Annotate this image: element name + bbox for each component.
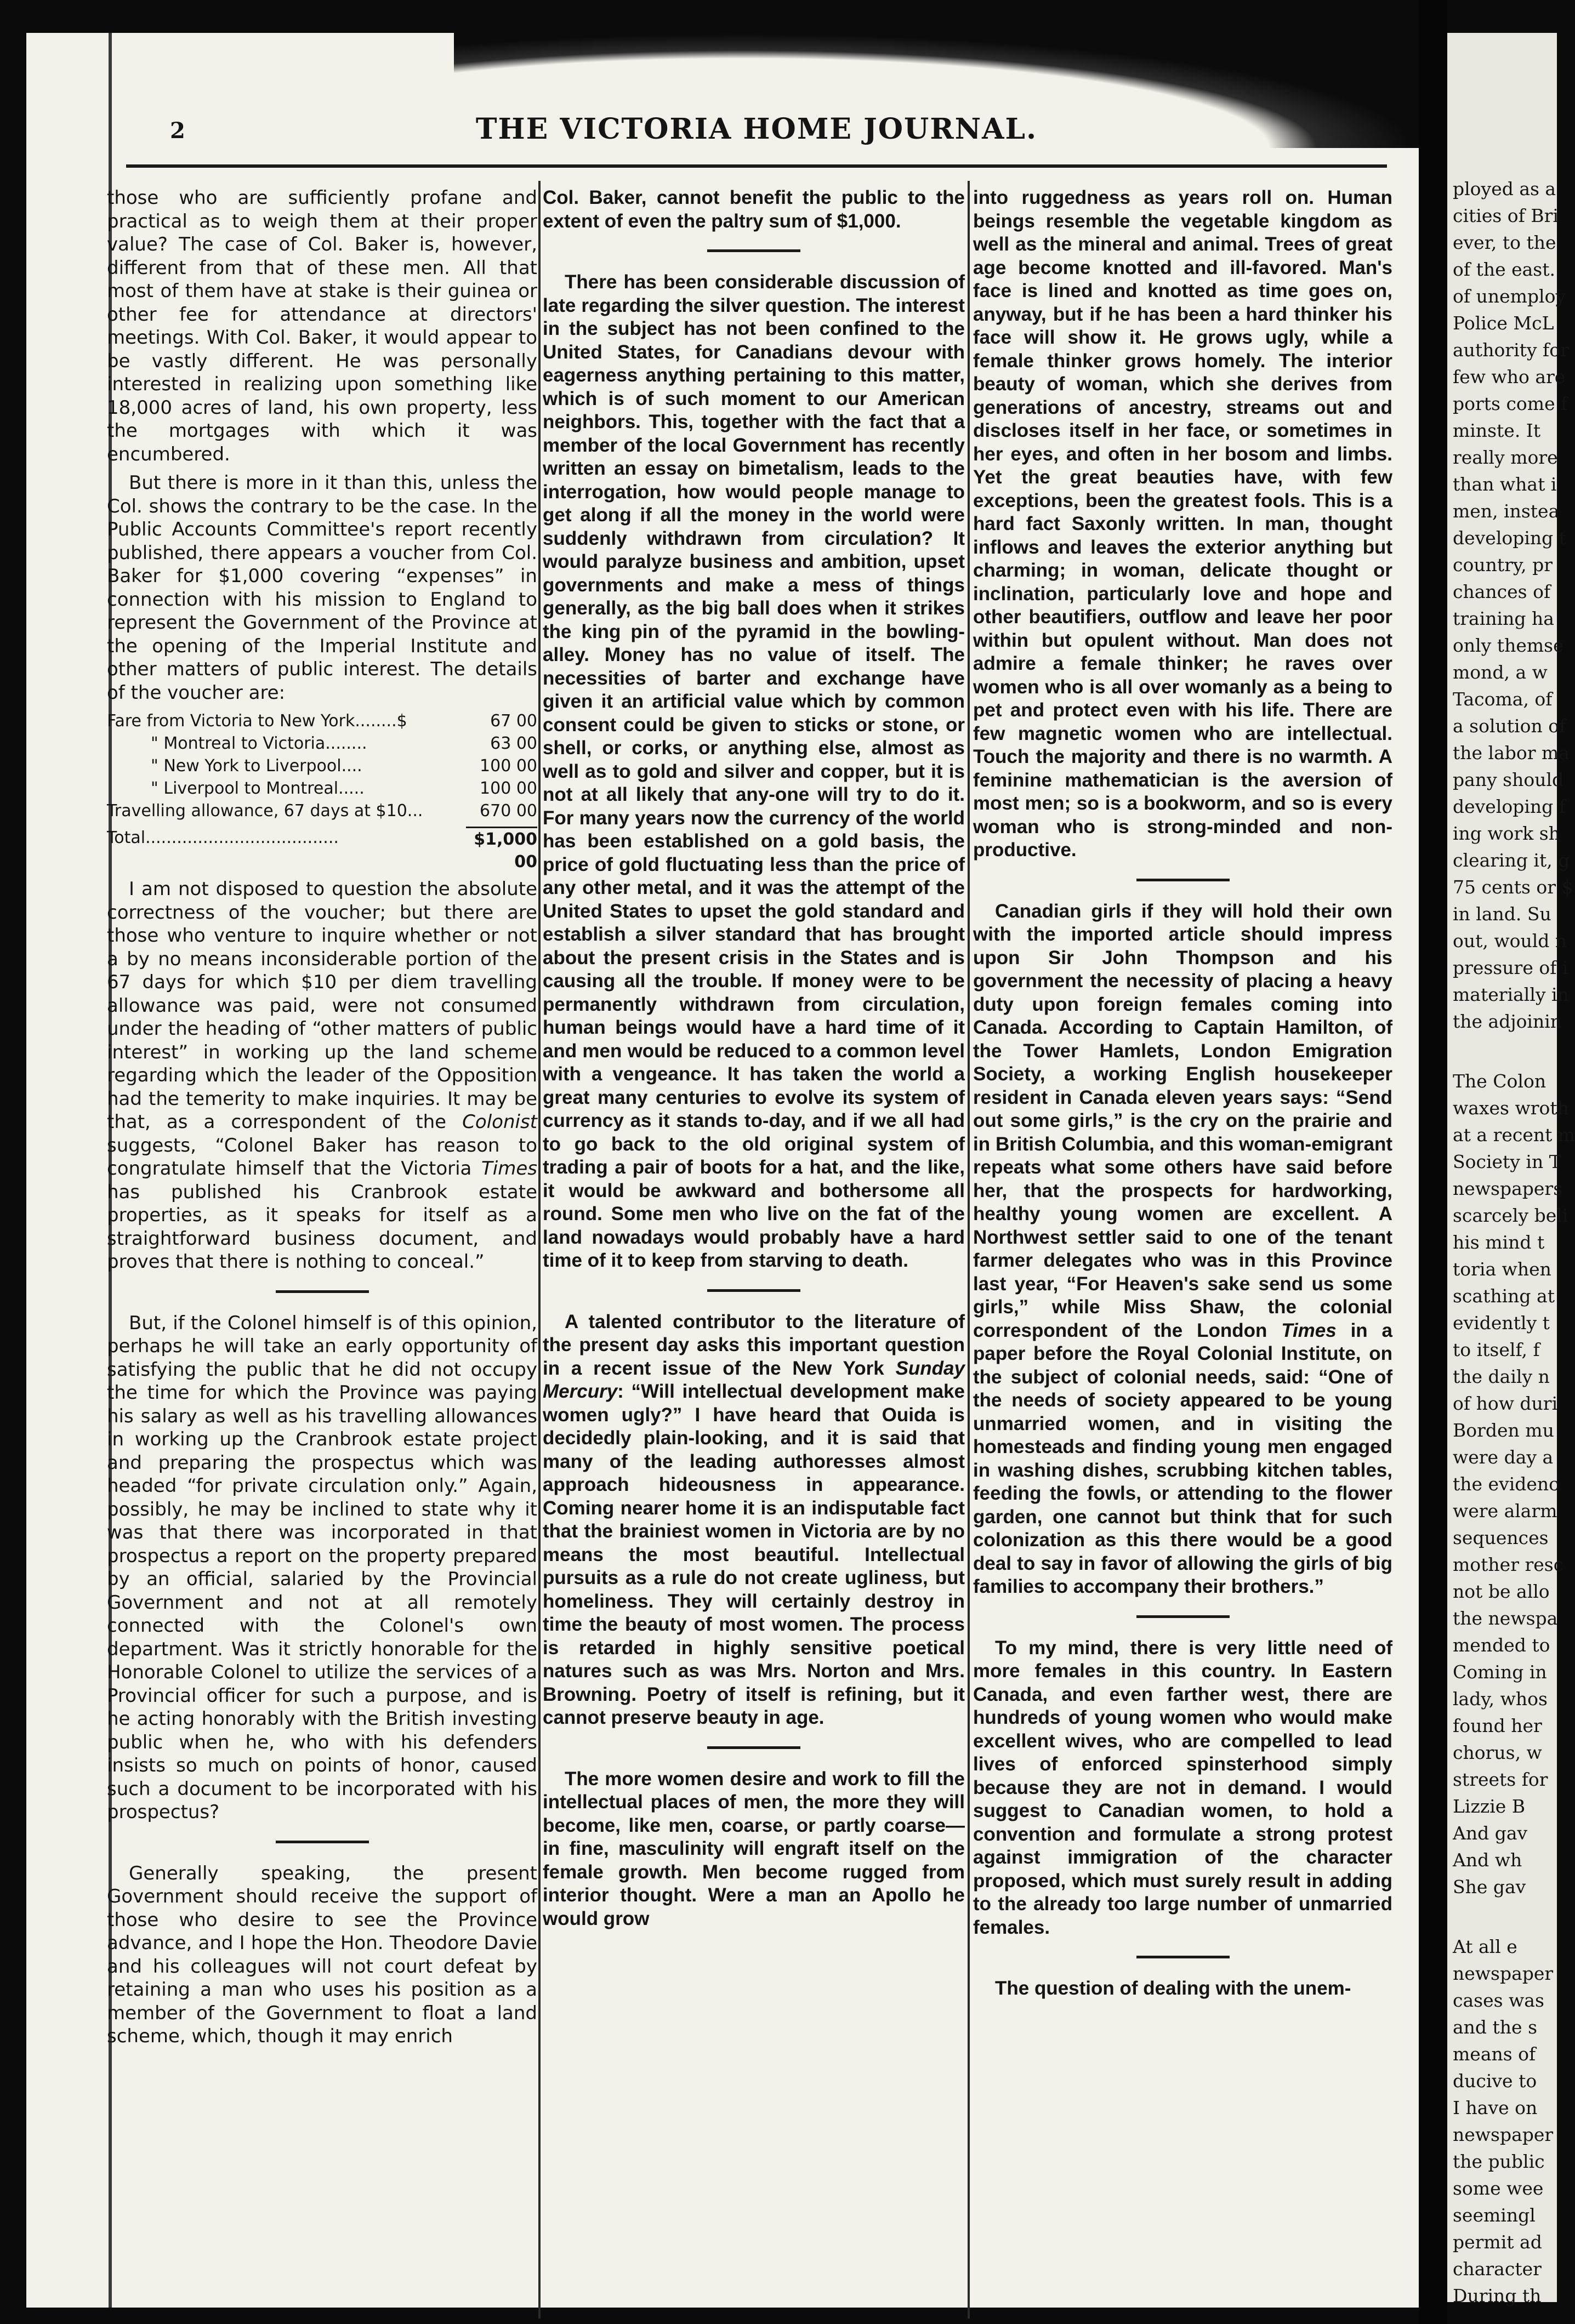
adjacent-page-line: at a recent m bbox=[1453, 1124, 1575, 1146]
adjacent-page-line: the newspa bbox=[1453, 1608, 1558, 1629]
adjacent-page-line: ployed as a bbox=[1453, 178, 1556, 200]
adjacent-page-text bbox=[1453, 175, 1573, 2309]
voucher-row bbox=[107, 777, 537, 800]
adjacent-page-line: men, instea bbox=[1453, 500, 1560, 522]
adjacent-page-line: clearing it, g bbox=[1453, 850, 1570, 871]
adjacent-page-line: mother resc bbox=[1453, 1554, 1564, 1575]
voucher-total-amount: $1,000 00 bbox=[466, 827, 537, 873]
adjacent-page-line: of the east. bbox=[1453, 259, 1555, 280]
adjacent-page-line: 75 cents or $ bbox=[1453, 876, 1573, 898]
paragraph: into ruggedness as years roll on. Human beings resemble the vegetable kingdom as well as the mineral and animal. Trees of great age become knotted and ill-favored. Man's face is lined and knotted as time goes on, anyway, but if he has been a hard thinker his face will show it. He grows ugly, while a female thinker grows homely. The interior beauty of woman, which she derives from generations of ancestry, streams out and discloses itself in her face, or sometimes in her eyes, and often in her bosom and limbs. Yet the great beauties have, with few exceptions, been the greatest fools. This is a hard fact Saxonly written. In man, thought inflows and leaves the exterior anything but charming; in woman, delicate thought or inclination, particularly love and hope and other beautifiers, outflow and leave her poor within but opulent without. Man does not admire a female thinker; he raves over women who is all over womanly as a being to pet and protect even with his life. There are few magnetic women who are intellectual. Touch the majority and there is no warmth. A feminine mathematician is the aversion of most men; so is a bookworm, and so is every woman who is strong-minded and non-productive. bbox=[973, 187, 1392, 861]
voucher-row bbox=[107, 710, 537, 732]
paragraph bbox=[973, 900, 1392, 1599]
adjacent-page-line: Tacoma, of bbox=[1453, 688, 1553, 710]
adjacent-page-line: out, would n bbox=[1453, 930, 1567, 952]
adjacent-page-line: were day a bbox=[1453, 1446, 1554, 1468]
voucher-label: Fare from Victoria to New York........$ bbox=[107, 711, 407, 731]
adjacent-page-line: scathing at bbox=[1453, 1285, 1555, 1307]
adjacent-page-line: And wh bbox=[1453, 1849, 1522, 1871]
adjacent-page-line: newspaper bbox=[1453, 2124, 1554, 2145]
adjacent-page-line: Lizzie B bbox=[1453, 1796, 1526, 1817]
column-2 bbox=[543, 186, 965, 2291]
adjacent-page-line: were alarm bbox=[1453, 1500, 1557, 1522]
adjacent-page-line: a solution of bbox=[1453, 715, 1566, 737]
paragraph-gap bbox=[1453, 1900, 1573, 1933]
adjacent-page-line: scarcely beli bbox=[1453, 1205, 1568, 1226]
adjacent-page-line: the daily n bbox=[1453, 1366, 1550, 1387]
adjacent-page-line: I have on bbox=[1453, 2097, 1538, 2118]
adjacent-page-line: ing work sh bbox=[1453, 823, 1560, 844]
text-run: has published his Cranbrook estate properties, as it speaks for itself as a straightforward business document, and proves that there is nothing to conceal.” bbox=[107, 1181, 537, 1273]
adjacent-page-line: pany should bbox=[1453, 769, 1564, 790]
newspaper-name: Times bbox=[481, 1158, 537, 1180]
section-divider bbox=[1136, 879, 1230, 881]
adjacent-page-line: few who are bbox=[1453, 366, 1566, 388]
text-run: in a paper before the Royal Colonial Institute, on the subject of colonial needs, said: “One of the needs of society appeared to be young unmarried women, and in visiting the homesteads and finding young men engaged in washing dishes, scrubbing kitchen tables, feeding the fowls, or attending to the flower garden, one cannot but think that for such colonization as this there would be a good deal to say in favor of allowing the girls of big families to accompany their brothers.” bbox=[973, 1319, 1392, 1597]
voucher-row bbox=[107, 732, 537, 755]
adjacent-page-line: the public bbox=[1453, 2151, 1545, 2172]
voucher-amount: 63 00 bbox=[490, 734, 537, 753]
adjacent-page-line: character bbox=[1453, 2258, 1542, 2280]
adjacent-page-line: streets for bbox=[1453, 1769, 1548, 1790]
adjacent-page-line: materially in bbox=[1453, 984, 1569, 1005]
page-gutter-shadow bbox=[1419, 0, 1447, 2324]
newspaper-name: Colonist bbox=[462, 1111, 538, 1133]
voucher-row bbox=[107, 800, 537, 822]
voucher-amount: 670 00 bbox=[480, 801, 537, 821]
adjacent-page-strip bbox=[1447, 33, 1575, 2306]
adjacent-page-line: the labor ma bbox=[1453, 742, 1570, 764]
adjacent-page-line: training ha bbox=[1453, 608, 1554, 629]
adjacent-page-line: developing t bbox=[1453, 527, 1567, 549]
text-run: A talented contributor to the literature of the present day asks this important question in a recent issue of the New York bbox=[543, 1311, 965, 1379]
section-divider bbox=[276, 1841, 369, 1843]
paragraph: There has been considerable discussion of late regarding the silver question. The interest in the subject has not been confined to the United States, for Canadians devour with eagerness anything pertaining to this matter, which is of such moment to our American neighbors. This, together with the fact that a member of the local Government has recently written an essay on bimetalism, leads to the interrogation, how would people manage to get along if all the money in the world were suddenly withdrawn from circulation? It would paralyze business and ambition, upset governments and make a mess of things generally, as the big ball does when it strikes the king pin of the pyramid in the bowling-alley. Money has no value of itself. The necessities of barter and exchange have given it an artificial value which by common consent could be given to sticks or stone, or shell, or corks, or anything else, almost as well as to gold and silver and copper, but it is not at all likely that any-one will try to do it. For many years now the currency of the world has been established on a gold basis, the price of gold fluctuating less than the price of any other metal, and it was the attempt of the United States to upset the gold standard and establish a silver standard that has brought about the present crisis in the States and is causing all the trouble. If money were to be permanently withdrawn from circulation, human beings would have a hard time of it and men would be reduced to a common level with a vengeance. It has taken the world a great many centuries to evolve its system of currency as it stands to-day, and if we all had to go back to the old original system of trading a pair of boots for a hat, and the like, it would be awkward and bothersome all round. Some men who live on the fat of the land nowadays would probably have a hard time of it to keep from starving to death. bbox=[543, 271, 965, 1271]
adjacent-page-line: Coming in bbox=[1453, 1661, 1547, 1683]
adjacent-page-line: means of bbox=[1453, 2043, 1536, 2065]
adjacent-page-line: the evidenc bbox=[1453, 1473, 1559, 1495]
adjacent-page-line: toria when bbox=[1453, 1258, 1551, 1280]
adjacent-page-line: newspaper bbox=[1453, 1963, 1554, 1984]
voucher-total-row bbox=[107, 827, 537, 873]
adjacent-page-line: the adjoinin bbox=[1453, 1011, 1562, 1032]
voucher-amount: 100 00 bbox=[480, 779, 537, 798]
adjacent-page-line: At all e bbox=[1453, 1936, 1517, 1957]
voucher-label: " Montreal to Victoria........ bbox=[151, 734, 367, 753]
adjacent-page-line: of how duri bbox=[1453, 1393, 1558, 1414]
adjacent-page-line: The Colon bbox=[1453, 1070, 1546, 1092]
section-divider bbox=[276, 1290, 369, 1293]
adjacent-page-line: chorus, w bbox=[1453, 1742, 1542, 1763]
text-run: I am not disposed to question the absolute correctness of the voucher; but there are those who venture to inquire whether or not a by no means inconsiderable portion of the 67 days for which $10 per diem travelling allowance was paid, were not consumed under the heading of “other matters of public interest” in working up the land scheme regarding which the leader of the Opposition had the temerity to make inquiries. It may be that, as a correspondent of the bbox=[107, 878, 537, 1133]
paragraph: Generally speaking, the present Government should receive the support of those who desire to see the Province advance, and I hope the Hon. Theodore Davie and his colleagues will not court defeat by retaining a man who uses his position as a member of the Government to float a land scheme, which, though it may enrich bbox=[107, 1862, 537, 2047]
adjacent-page-line: seemingl bbox=[1453, 2205, 1536, 2226]
adjacent-page-line: developing f bbox=[1453, 796, 1566, 817]
column-separator-2 bbox=[968, 181, 970, 2319]
adjacent-page-line: Society in T bbox=[1453, 1151, 1561, 1172]
text-run: Canadian girls if they will hold their own with the imported article should impress upon Sir John Thompson and his government the necessity of placing a heavy duty upon foreign females coming into Canada. According to Captain Hamilton, of the Tower Hamlets, London Emigration Society, a working English housekeeper resident in Canada eleven years says: “Send out some girls,” is the cry on the prairie and in British Columbia, and this woman-emigrant repeats what some others have said before her, that the prospects for hardworking, healthy young women are excellent. A Northwest settler said to one of the tenant farmer delegates who was in this Province last year, “For Heaven's sake send us some girls,” while Miss Shaw, the colonial correspondent of the London bbox=[973, 900, 1392, 1341]
adjacent-page-line: ducive to bbox=[1453, 2070, 1537, 2092]
voucher-table bbox=[107, 710, 537, 873]
paragraph: To my mind, there is very little need of more females in this country. In Eastern Canada, and even farther west, there are hundreds of young women who would make excellent wives, who are compelled to lead lives of enforced spinsterhood simply because they are not in demand. I would suggest to Canadian women, to hold a convention and formulate a strong protest against immigration of the character proposed, which must surely result in adding to the already too large number of unmarried females. bbox=[973, 1637, 1392, 1938]
adjacent-page-line: to itself, f bbox=[1453, 1339, 1540, 1360]
section-divider bbox=[707, 249, 800, 252]
newspaper-name: Sunday Mercury bbox=[543, 1357, 965, 1402]
voucher-row bbox=[107, 755, 537, 777]
adjacent-page-line: mond, a w bbox=[1453, 662, 1548, 683]
adjacent-page-line: Police McL bbox=[1453, 312, 1554, 334]
adjacent-page-line: cases was bbox=[1453, 1990, 1544, 2011]
adjacent-page-line: During th bbox=[1453, 2285, 1542, 2306]
page-number: 2 bbox=[170, 118, 185, 144]
masthead-title: THE VICTORIA HOME JOURNAL. bbox=[475, 112, 1038, 146]
adjacent-page-line: And gav bbox=[1453, 1822, 1528, 1844]
adjacent-page-line: ports come f bbox=[1453, 393, 1568, 414]
adjacent-page-line: really more bbox=[1453, 447, 1558, 468]
adjacent-page-line: and the s bbox=[1453, 2017, 1538, 2038]
adjacent-page-line: some wee bbox=[1453, 2178, 1544, 2199]
adjacent-page-line: pressure of i bbox=[1453, 957, 1568, 978]
adjacent-page-line: not be allo bbox=[1453, 1581, 1550, 1602]
paragraph: But there is more in it than this, unless the Col. shows the contrary to be the case. In the Public Accounts Committee's report recently published, there appears a voucher from Col. Baker for $1,000 covering “expenses” in connection with his mission to England to represent the Government of the Province at the opening of the Imperial Institute and other matters of public interest. The details of the voucher are: bbox=[107, 472, 537, 704]
adjacent-page-line: only themse bbox=[1453, 635, 1564, 656]
adjacent-page-line: country, pr bbox=[1453, 554, 1553, 576]
adjacent-page-line: permit ad bbox=[1453, 2231, 1542, 2253]
adjacent-page-line: sequences bbox=[1453, 1527, 1549, 1548]
adjacent-page-line: his mind t bbox=[1453, 1232, 1545, 1253]
column-3 bbox=[973, 186, 1392, 2291]
paragraph: those who are sufficiently profane and practical as to weigh them at their proper value? The case of Col. Baker is, however, different from that of these men. All that most of them have at stake is their guinea or other fee for attendance at directors' meetings. With Col. Baker, it would appear to be vastly different. He was personally interested in realizing upon something like 18,000 acres of land, his own property, less the mortgages with which it was encumbered. bbox=[107, 187, 537, 465]
paragraph bbox=[107, 878, 537, 1274]
voucher-total-label: Total..................................... bbox=[107, 828, 339, 847]
voucher-label: " New York to Liverpool.... bbox=[151, 756, 362, 776]
column-separator-1 bbox=[538, 181, 541, 2319]
voucher-label: " Liverpool to Montreal..... bbox=[151, 779, 365, 798]
text-run: : “Will intellectual development make women ugly?” I have heard that Ouida is decidedly plain-looking, and it is said that many of the leading authoresses almost approach hideousness in appearance. Coming nearer home it is an indisputable fact that the brainiest women in Victoria are by no means the most beautiful. Intellectual pursuits as a rule do not create ugliness, but homeliness. They will certainly destroy in time the beauty of most women. The process is retarded in highly sensitive poetical natures such as was Mrs. Norton and Mrs. Browning. Poetry of itself is refining, but it cannot preserve beauty in age. bbox=[543, 1381, 965, 1728]
section-divider bbox=[707, 1289, 800, 1292]
adjacent-page-line: evidently t bbox=[1453, 1312, 1550, 1334]
paragraph bbox=[543, 1311, 965, 1730]
adjacent-page-line: chances of bbox=[1453, 581, 1551, 602]
adjacent-page-line: lady, whos bbox=[1453, 1688, 1548, 1710]
voucher-label: Travelling allowance, 67 days at $10... bbox=[107, 801, 423, 821]
paragraph: The question of dealing with the unem- bbox=[995, 1978, 1351, 1999]
adjacent-page-line: minste. It bbox=[1453, 420, 1541, 441]
header-rule bbox=[126, 164, 1387, 168]
voucher-amount: 67 00 bbox=[490, 711, 537, 731]
column-1 bbox=[107, 186, 537, 2291]
paragraph: But, if the Colonel himself is of this opinion, perhaps he will take an early opportunity of satisfying the public that he did not occupy the time for which the Province was paying his salary as well as his travelling allowances in working up the Cranbrook estate project and preparing the prospectus which was headed “for private circulation only.” Again, possibly, he may be inclined to state why it was that there was incorporated in that prospectus a report on the property prepared by an official, salaried by the Provincial Government and not at all remotely connected with the Colonel's own department. Was it strictly honorable for the Honorable Colonel to utilize the services of a Provincial officer for such a purpose, and is he acting honorably with the British investing public when he, who with his defenders insists so much on points of honor, caused such a document to be incorporated with his prospectus? bbox=[107, 1312, 537, 1823]
adjacent-page-line: newspapers bbox=[1453, 1178, 1563, 1199]
paragraph: Col. Baker, cannot benefit the public to the extent of even the paltry sum of $1,000. bbox=[543, 187, 965, 232]
text-run: suggests, “Colonel Baker has reason to congratulate himself that the Victoria bbox=[107, 1134, 537, 1180]
adjacent-page-line: than what i bbox=[1453, 474, 1557, 495]
adjacent-page-line: Borden mu bbox=[1453, 1420, 1554, 1441]
adjacent-page-line: in land. Su bbox=[1453, 903, 1551, 925]
voucher-amount: 100 00 bbox=[480, 756, 537, 776]
adjacent-page-line: found her bbox=[1453, 1715, 1542, 1736]
paragraph: The more women desire and work to fill the intellectual places of men, the more they will become, like men, coarse, or partly coarse—in fine, masculinity will engraft itself on the female growth. Men become rugged from interior thought. Were a man an Apollo he would grow bbox=[543, 1768, 965, 1929]
adjacent-page-line: authority for bbox=[1453, 339, 1569, 361]
paragraph-gap bbox=[1453, 1035, 1573, 1068]
adjacent-page-line: She gav bbox=[1453, 1876, 1526, 1898]
section-divider bbox=[707, 1746, 800, 1749]
section-divider bbox=[1136, 1615, 1230, 1618]
adjacent-page-line: cities of Bri bbox=[1453, 205, 1559, 226]
adjacent-page-line: ever, to the bbox=[1453, 232, 1556, 253]
adjacent-page-line: of unemploy bbox=[1453, 286, 1566, 307]
section-divider bbox=[1136, 1956, 1230, 1958]
adjacent-page-line: waxes wroth bbox=[1453, 1097, 1569, 1119]
adjacent-page-line: mended to bbox=[1453, 1634, 1550, 1656]
newspaper-name: Times bbox=[1281, 1319, 1337, 1341]
page-header bbox=[126, 112, 1387, 162]
